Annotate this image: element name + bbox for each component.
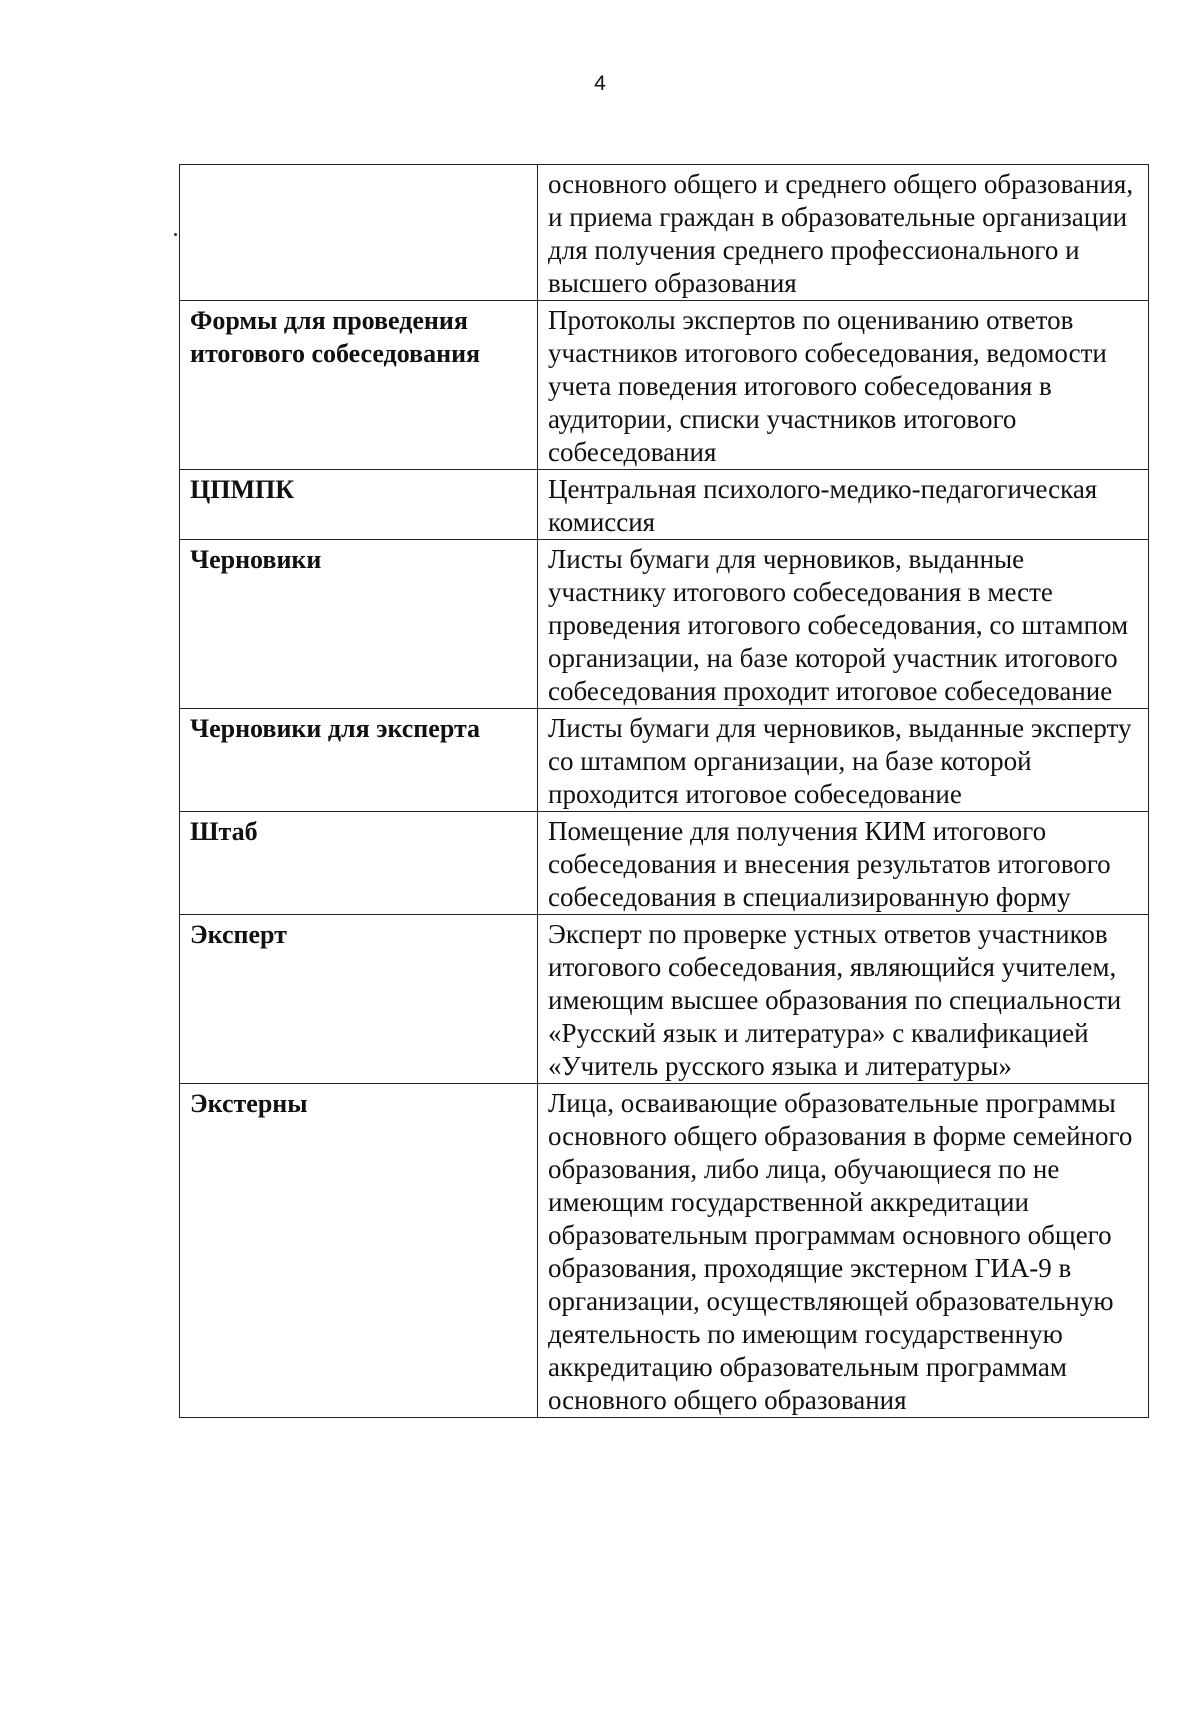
term-cell: Черновики для эксперта bbox=[180, 709, 538, 812]
term-cell: Штаб bbox=[180, 812, 538, 915]
definition-cell: основного общего и среднего общего образования, и приема граждан в образовательные организации для получения среднего профессионального и высшего образования bbox=[538, 165, 1149, 301]
table-row bbox=[180, 540, 1149, 709]
term-cell: Черновики bbox=[180, 540, 538, 709]
table-row bbox=[180, 470, 1149, 540]
definition-cell: Листы бумаги для черновиков, выданные эксперту со штампом организации, на базе которой проходится итоговое собеседование bbox=[538, 709, 1149, 812]
definition-cell: Лица, осваивающие образовательные программы основного общего образования в форме семейного образования, либо лица, обучающиеся по не имеющим государственной аккредитации образовательным программам основного общего образования, проходящие экстерном ГИА-9 в организации, осуществляющей образовательную деятельность по имеющим государственную аккредитацию образовательным программам основного общего образования bbox=[538, 1084, 1149, 1418]
definition-cell: Протоколы экспертов по оцениванию ответов участников итогового собеседования, ведомости учета поведения итогового собеседования в аудитории, списки участников итогового собеседования bbox=[538, 301, 1149, 470]
glossary-table bbox=[179, 164, 1149, 1418]
term-cell bbox=[180, 165, 538, 301]
table-row bbox=[180, 812, 1149, 915]
page-number: 4 bbox=[594, 72, 606, 95]
definition-cell: Эксперт по проверке устных ответов участников итогового собеседования, являющийся учителем, имеющим высшее образования по специальности «Русский язык и литература» с квалификацией «Учитель русского языка и литературы» bbox=[538, 915, 1149, 1084]
scan-mark bbox=[174, 233, 177, 236]
definition-cell: Помещение для получения КИМ итогового собеседования и внесения результатов итогового собеседования в специализированную форму bbox=[538, 812, 1149, 915]
term-cell: Экстерны bbox=[180, 1084, 538, 1418]
definition-cell: Листы бумаги для черновиков, выданные участнику итогового собеседования в месте проведения итогового собеседования, со штампом организации, на базе которой участник итогового собеседования проходит итоговое собеседование bbox=[538, 540, 1149, 709]
table-row bbox=[180, 165, 1149, 301]
table-row bbox=[180, 1084, 1149, 1418]
table-row bbox=[180, 709, 1149, 812]
term-cell: Формы для проведения итогового собеседования bbox=[180, 301, 538, 470]
table-row bbox=[180, 301, 1149, 470]
term-cell: Эксперт bbox=[180, 915, 538, 1084]
term-cell: ЦПМПК bbox=[180, 470, 538, 540]
definition-cell: Центральная психолого-медико-педагогическая комиссия bbox=[538, 470, 1149, 540]
table-row bbox=[180, 915, 1149, 1084]
